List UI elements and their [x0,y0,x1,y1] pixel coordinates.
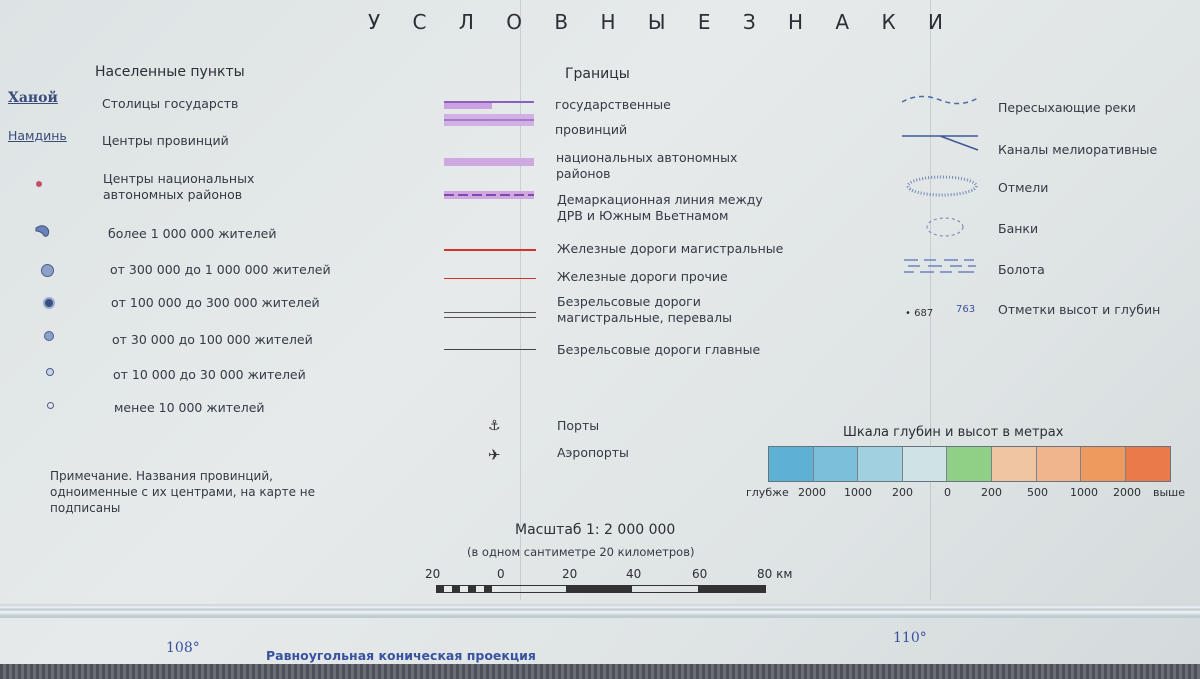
canals-label: Каналы мелиоративные [998,142,1158,157]
legend-title: У С Л О В Н Ы Е З Н А К И [368,10,956,34]
depth-scale-tick-label: глубже [746,486,789,499]
swamps-label: Болота [998,262,1045,277]
elevation-sample-1: • 687 [905,308,934,319]
depth-scale-tick-label: 1000 [844,486,872,499]
rail-other-icon [444,278,536,279]
map-scale-title: Масштаб 1: 2 000 000 [515,522,676,538]
road-primary-label: Безрельсовые дороги главные [557,342,761,357]
pop-2-label: от 300 000 до 1 000 000 жителей [110,262,331,277]
map-scale-bar-segment [566,586,632,592]
large-city-icon [34,222,56,240]
rail-main-icon [444,249,536,251]
depth-scale-cell [1081,447,1126,481]
capital-sample: Ханой [8,90,58,106]
map-scale-tick-label: 20 [425,567,441,581]
elevation-sample-1-value: 687 [914,308,934,319]
elevations-label: Отметки высот и глубин [998,302,1161,317]
pop-6-label: менее 10 000 жителей [114,400,265,415]
road-main-icon [444,312,536,318]
banks-label: Банки [998,221,1039,236]
depth-scale-tick-label: 200 [892,486,913,499]
map-scale-subtitle: (в одном сантиметре 20 километров) [467,545,695,559]
depth-scale-tick-label: 200 [981,486,1002,499]
map-scale-bar-segment [698,586,766,592]
depth-scale-cell [1037,447,1082,481]
capital-label: Столицы государств [102,96,239,111]
projection-label: Равноугольная коническая проекция [266,648,536,663]
anchor-icon: ⚓ [488,418,501,434]
map-frame-border [0,604,1200,618]
borders-heading: Границы [565,66,630,82]
depth-scale-cell [947,447,992,481]
depth-scale-title: Шкала глубин и высот в метрах [843,425,1064,440]
pop-3-label: от 100 000 до 300 000 жителей [111,295,320,310]
national-border-label: национальных автономных районов [556,150,738,181]
depth-scale-bar [768,446,1171,482]
shoals-label: Отмели [998,180,1049,195]
map-scale-tick-label: 60 [692,567,708,581]
depth-scale-cell [769,447,814,481]
state-border-band [444,103,492,109]
depth-scale-cell [1126,447,1171,481]
note-text: Примечание. Названия провинций, одноименные с их центрами, на карте не подписаны [50,469,316,515]
state-border-label: государственные [555,97,671,112]
ports-label: Порты [557,418,600,433]
national-label: Центры национальных автономных районов [103,171,255,202]
swamp-icon [900,254,980,276]
drying-rivers-label: Пересыхающие реки [998,100,1136,115]
rail-other-label: Железные дороги прочие [557,269,728,284]
map-scale-bar-subdivisions [436,586,500,592]
canal-icon [900,130,980,154]
elevation-sample-2: 763 [956,304,976,315]
road-main-label: Безрельсовые дороги магистральные, перевалы [557,294,732,325]
shoals-icon [904,174,980,198]
depth-scale-cell [858,447,903,481]
depth-scale-tick-label: 1000 [1070,486,1098,499]
city-30k-icon [44,331,54,341]
depth-scale-tick-label: 2000 [1113,486,1141,499]
drying-river-icon [900,92,980,108]
page-fold [930,0,931,600]
city-100k-icon [43,297,55,309]
longitude-108: 108° [166,640,200,656]
national-border-icon [444,158,534,166]
map-scale-tick-label: 40 [626,567,642,581]
village-icon [47,402,54,409]
demarcation-label: Демаркационная линия между ДРВ и Южным Вьетнамом [557,192,763,223]
depth-scale-cell [992,447,1037,481]
airplane-icon: ✈ [488,446,501,464]
pop-1-label: более 1 000 000 жителей [108,226,277,241]
province-label: Центры провинций [102,133,229,148]
table-edge [0,664,1200,679]
airports-label: Аэропорты [557,445,629,460]
page-fold [520,0,521,600]
map-scale-tick-label: 80 км [757,567,793,581]
national-center-icon [36,181,42,187]
banks-icon [922,214,968,240]
depth-scale-tick-label: выше [1153,486,1186,499]
depth-scale-cell [903,447,948,481]
road-primary-icon [444,349,536,350]
province-border-label: провинций [555,122,628,137]
settlements-heading: Населенные пункты [95,64,245,80]
city-300k-icon [41,264,54,277]
longitude-110: 110° [893,630,927,646]
depth-scale-cell [814,447,859,481]
rail-main-label: Железные дороги магистральные [557,241,784,256]
city-10k-icon [46,368,54,376]
depth-scale-tick-label: 2000 [798,486,826,499]
demarcation-line [444,194,534,196]
depth-scale-tick-label: 0 [944,486,951,499]
pop-4-label: от 30 000 до 100 000 жителей [112,332,313,347]
map-scale-tick-label: 0 [497,567,505,581]
province-sample: Намдинь [8,128,67,143]
pop-5-label: от 10 000 до 30 000 жителей [113,367,306,382]
depth-scale-tick-label: 500 [1027,486,1048,499]
province-border-line [444,119,534,121]
map-scale-tick-label: 20 [562,567,578,581]
